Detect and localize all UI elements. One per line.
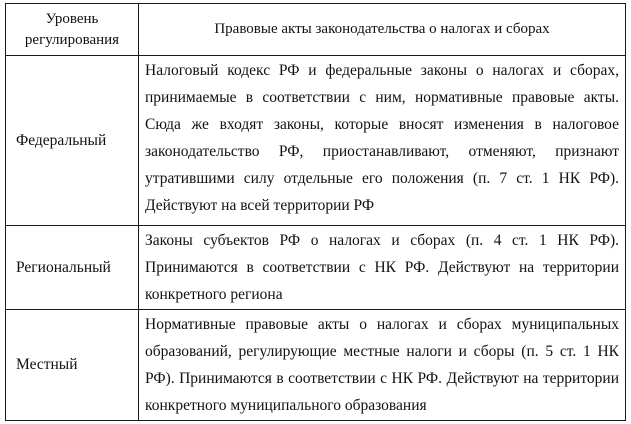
row-level-federal: Федеральный [6,56,139,226]
table-header-row [6,4,626,56]
table-row [6,310,626,421]
row-description-regional: Законы субъектов РФ о налогах и сборах (п. 4 ст. 1 НК РФ). Принимаются в соответствии с НК РФ. Действуют на территории конкретного региона [139,226,626,310]
row-level-regional: Региональный [6,226,139,310]
row-level-local: Местный [6,310,139,421]
tax-regulation-table [5,3,626,421]
table-row [6,226,626,310]
table-row [6,56,626,226]
row-description-federal: Налоговый кодекс РФ и федеральные законы о налогах и сборах, принимаемые в соответствии с ним, нормативные правовые акты. Сюда же входят законы, которые вносят изменения в налоговое законодательство РФ, приостанавливают, отменяют, признают утратившими силу отдельные его положения (п. 7 ст. 1 НК РФ). Действуют на всей территории РФ [139,56,626,226]
header-acts: Правовые акты законодательства о налогах и сборах [139,4,626,56]
row-description-local: Нормативные правовые акты о налогах и сборах муниципальных образований, регулирующие местные налоги и сборы (п. 5 ст. 1 НК РФ). Принимаются в соответствии с НК РФ. Действуют на территории конкретного муниципального образования [139,310,626,421]
header-level: Уровень регулирования [6,4,139,56]
